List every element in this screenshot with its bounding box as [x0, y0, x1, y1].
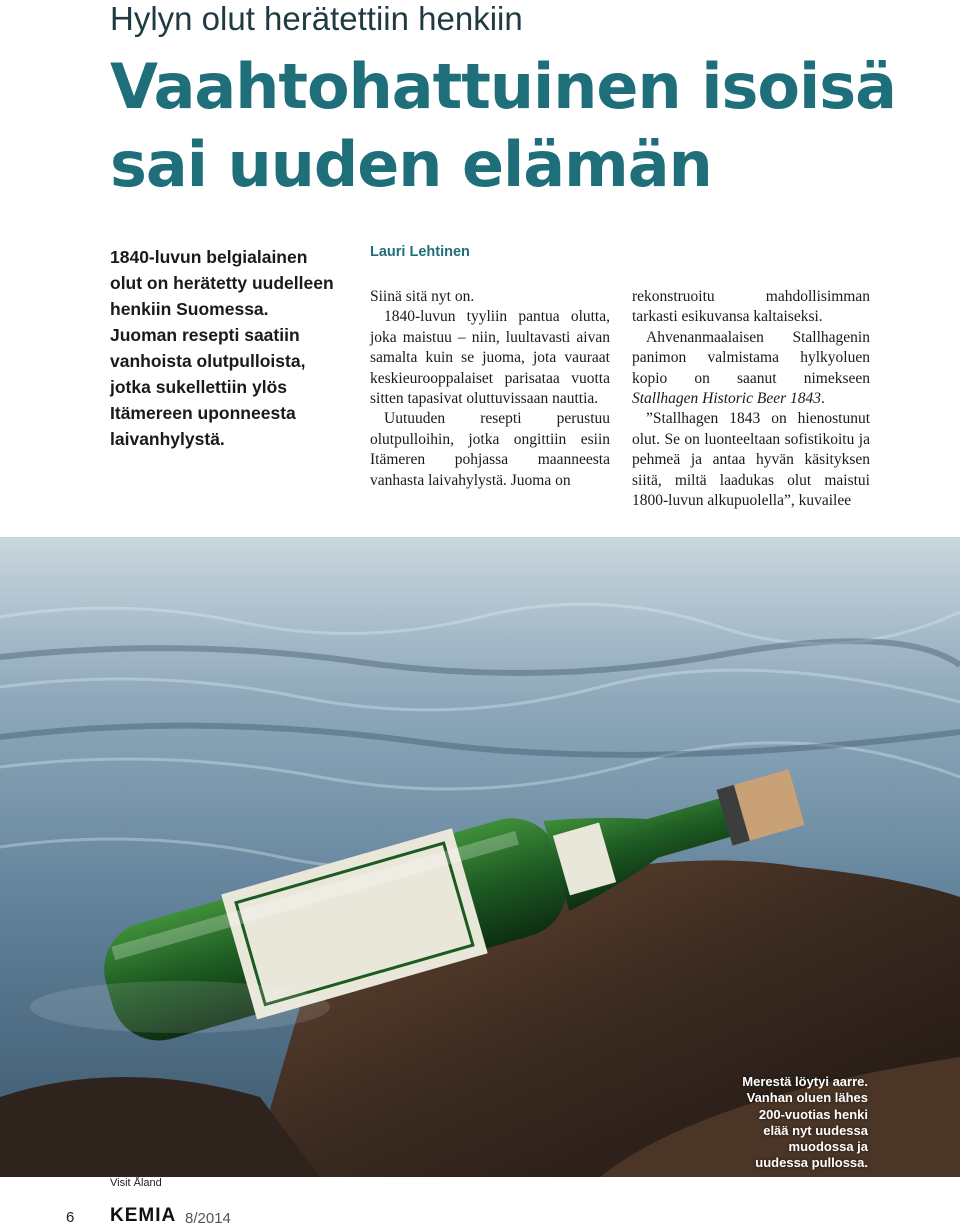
page-number: 6: [66, 1209, 75, 1226]
body-column-3: [632, 287, 870, 511]
lede-line: Juoman resepti saatiin: [110, 325, 300, 345]
body-column-2: [370, 287, 610, 491]
body-paragraph: [632, 328, 870, 410]
headline-line-1: Vaahtohattuinen isoisä: [110, 50, 896, 123]
issue-number: 8/2014: [185, 1210, 231, 1227]
body-paragraph: Uutuuden resepti perustuu olutpulloihin, jotka ongittiin esiin Itämeren pohjassa maanneesta vanhasta laivahylystä. Juoma on: [370, 410, 610, 489]
photo-credit: Visit Åland: [110, 1177, 162, 1189]
beer-name: Stallhagen Historic Beer 1843: [632, 390, 821, 408]
lede-line: olut on herätetty uudelleen: [110, 273, 334, 293]
body-paragraph: 1840-luvun tyyliin pantua olutta, joka maistuu – niin, luultavasti aivan samalta kuin se juoma, jota vauraat keskieurooppalaiset parisataa vuotta sitten tapasivat oluttuvissaan nauttia.: [370, 308, 610, 408]
body-text: Ahvenanmaalaisen Stallhagenin panimon valmistama hylkyoluen kopio on saanut nimekseen: [632, 328, 870, 387]
body-paragraph: Siinä sitä nyt on.: [370, 288, 475, 305]
magazine-name: KEMIA: [110, 1205, 177, 1226]
lede-line: jotka sukellettiin ylös: [110, 377, 287, 397]
caption-line: elää nyt uudessa: [763, 1122, 868, 1138]
body-paragraph: ”Stallhagen 1843 on hienostunut olut. Se on luonteeltaan sofistikoitu ja pehmeä ja antaa hyvän käsityksen siitä, miltä laadukas olut maistui 1800-luvun alkupuolella”, kuvailee: [632, 410, 870, 510]
caption-line: uudessa pullossa.: [755, 1155, 868, 1171]
photo-caption: [718, 1074, 868, 1172]
lede-line: laivanhylystä.: [110, 429, 225, 449]
lede-line: Itämereen uponneesta: [110, 403, 296, 423]
author-byline: Lauri Lehtinen: [370, 244, 470, 260]
body-paragraph: rekonstruoitu mahdollisimman tarkasti esikuvansa kaltaiseksi.: [632, 288, 870, 326]
body-text: .: [821, 390, 825, 408]
lede-line: henkiin Suomessa.: [110, 299, 269, 319]
caption-line: muodossa ja: [788, 1139, 868, 1155]
lede: [110, 244, 340, 452]
kicker: Hylyn olut herätettiin henkiin: [110, 0, 523, 37]
caption-line: 200-vuotias henki: [758, 1106, 868, 1122]
headline: [110, 48, 896, 204]
headline-line-2: sai uuden elämän: [110, 128, 712, 201]
lede-line: 1840-luvun belgialainen: [110, 247, 308, 267]
caption-line: Merestä löytyi aarre.: [742, 1074, 868, 1089]
caption-line: Vanhan oluen lähes: [746, 1090, 868, 1106]
lede-line: vanhoista olutpulloista,: [110, 351, 306, 371]
